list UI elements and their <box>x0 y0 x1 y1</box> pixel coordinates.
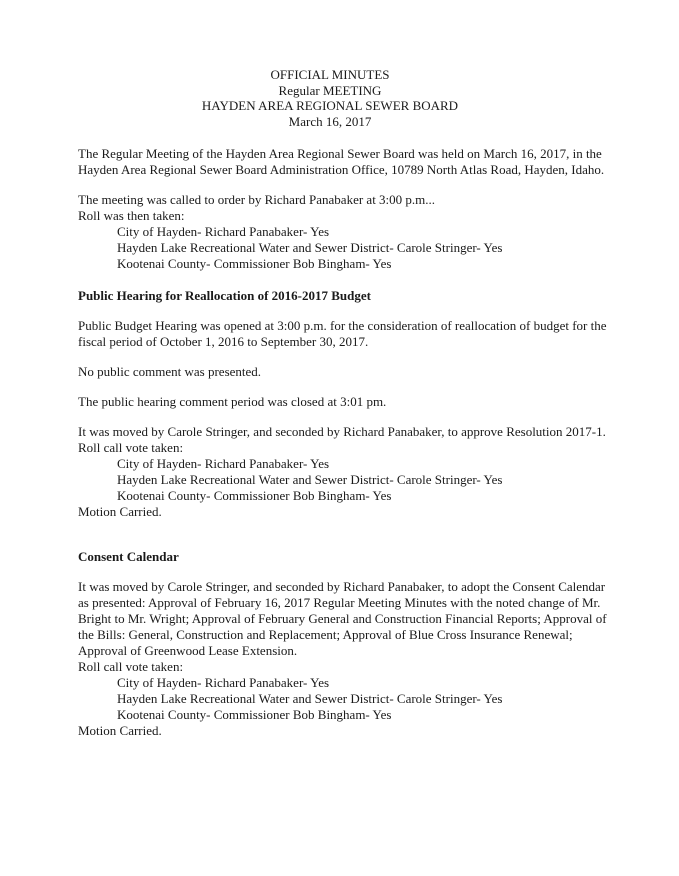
consent-motion-text: It was moved by Carole Stringer, and seconded by Richard Panabaker, to adopt the Consent Calendar as presented: Approval of February 16, 2017 Regular Meeting Minutes with the noted change of Mr. Bright to Mr. Wright; Approval of February General and Construction Financial Reports; Approval of the Bills: General, Construction and Replacement; Approval of Blue Cross Insurance Renewal; Approval of Greenwood Lease Extension. <box>78 579 607 658</box>
consent-vote-block <box>78 579 608 739</box>
header-date: March 16, 2017 <box>288 113 372 129</box>
motion-result-text: Motion Carried. <box>78 723 162 738</box>
header-board-name: HAYDEN AREA REGIONAL SEWER BOARD <box>201 98 459 113</box>
roll-block <box>78 192 608 272</box>
vote-item: Hayden Lake Recreational Water and Sewer District- Carole Stringer- Yes <box>117 472 503 487</box>
header-meeting-type: Regular MEETING <box>278 82 382 98</box>
section-heading-public-hearing: Public Hearing for Reallocation of 2016-2017 Budget <box>78 288 371 303</box>
document-header <box>52 67 608 129</box>
vote-item: City of Hayden- Richard Panabaker- Yes <box>117 456 330 471</box>
vote-item: Kootenai County- Commissioner Bob Bingham- Yes <box>117 488 392 503</box>
call-to-order-text: The meeting was called to order by Richard Panabaker at 3:00 p.m... <box>78 192 436 207</box>
vote-intro-text: Roll call vote taken: <box>78 659 184 674</box>
vote-intro-text: Roll call vote taken: <box>78 440 184 455</box>
resolution-motion-text: It was moved by Carole Stringer, and seconded by Richard Panabaker, to approve Resolution 2017-1. <box>78 424 606 439</box>
no-comment-paragraph: No public comment was presented. <box>78 364 262 379</box>
roll-item: Hayden Lake Recreational Water and Sewer District- Carole Stringer- Yes <box>117 240 503 255</box>
roll-item: City of Hayden- Richard Panabaker- Yes <box>117 224 330 239</box>
minutes-page <box>78 67 608 739</box>
roll-item: Kootenai County- Commissioner Bob Bingham- Yes <box>117 256 392 271</box>
hearing-opened-paragraph: Public Budget Hearing was opened at 3:00 p.m. for the consideration of reallocation of budget for the fiscal period of October 1, 2016 to September 30, 2017. <box>78 318 607 349</box>
roll-intro-text: Roll was then taken: <box>78 208 185 223</box>
vote-item: Kootenai County- Commissioner Bob Bingham- Yes <box>117 707 392 722</box>
section-heading-consent-calendar: Consent Calendar <box>78 549 179 564</box>
vote-item: City of Hayden- Richard Panabaker- Yes <box>117 675 330 690</box>
hearing-closed-paragraph: The public hearing comment period was closed at 3:01 pm. <box>78 394 387 409</box>
intro-paragraph: The Regular Meeting of the Hayden Area Regional Sewer Board was held on March 16, 2017, in the Hayden Area Regional Sewer Board Administration Office, 10789 North Atlas Road, Hayden, Idaho. <box>78 146 605 177</box>
vote-item: Hayden Lake Recreational Water and Sewer District- Carole Stringer- Yes <box>117 691 503 706</box>
header-title: OFFICIAL MINUTES <box>270 67 390 82</box>
motion-result-text: Motion Carried. <box>78 504 162 519</box>
resolution-vote-block <box>78 424 608 520</box>
